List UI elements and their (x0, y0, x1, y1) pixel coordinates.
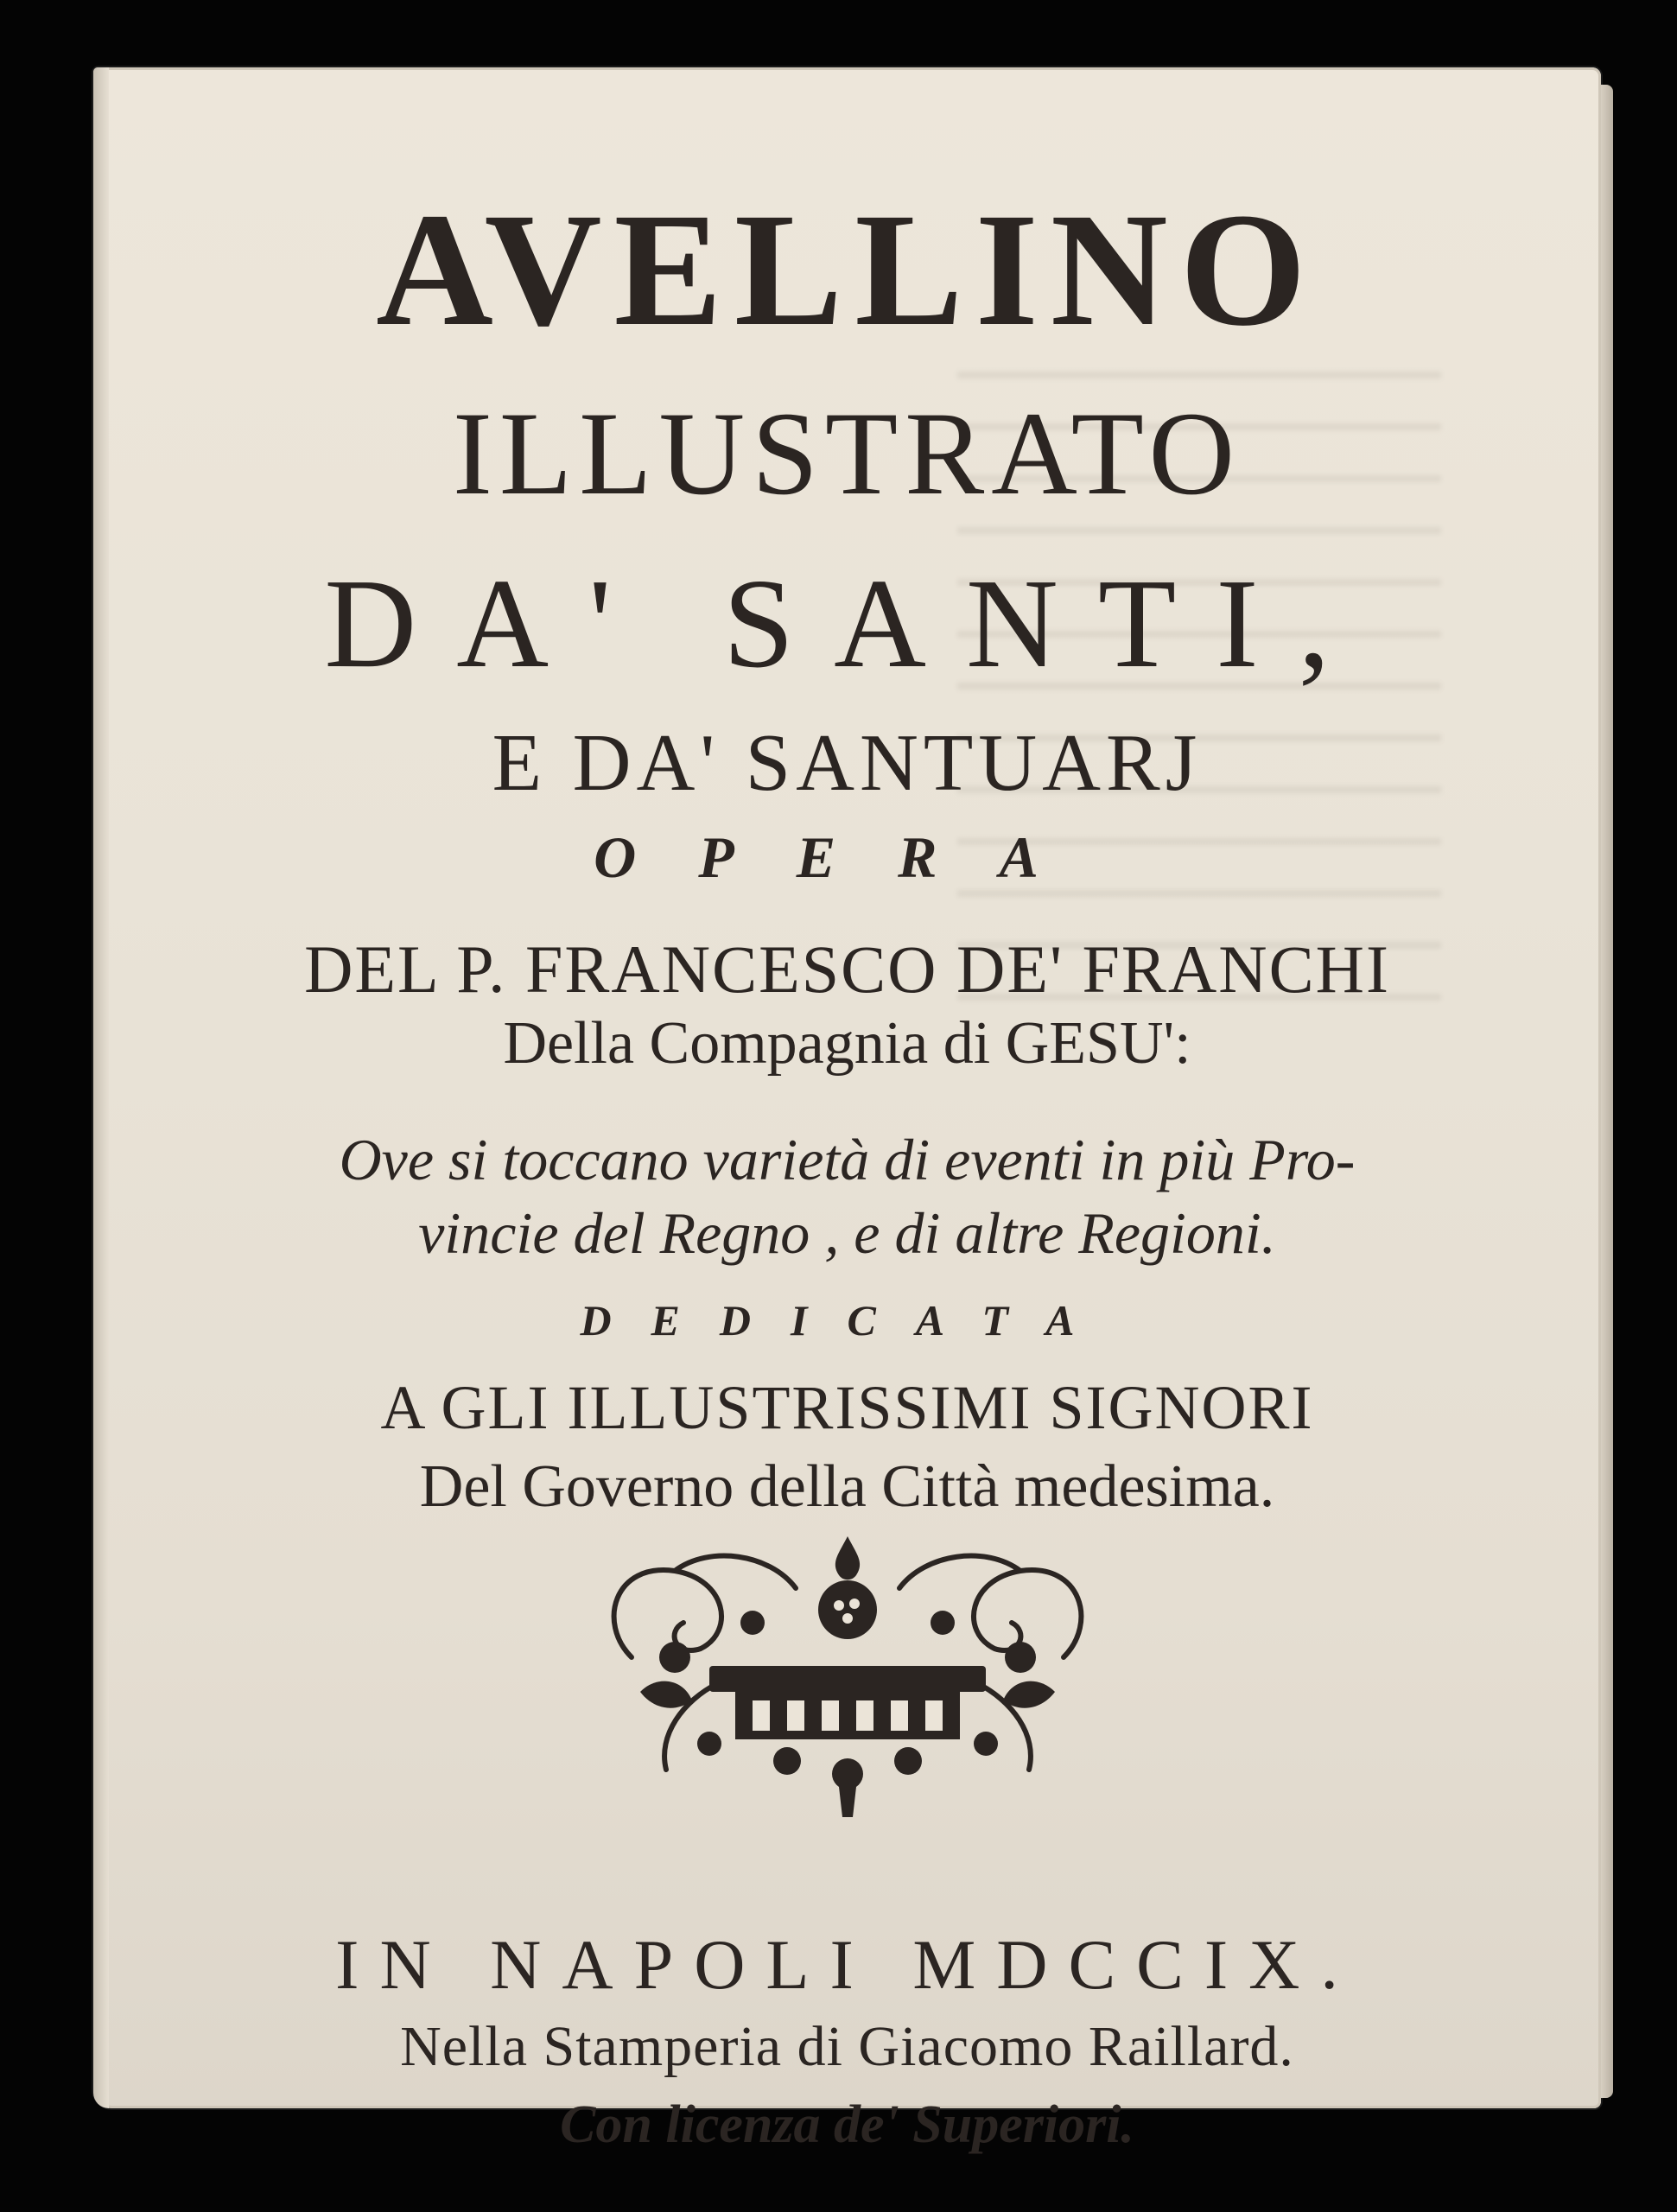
dedication-line-1: A GLI ILLUSTRISSIMI SIGNORI (380, 1373, 1314, 1442)
description-line-1: Ove si toccano varietà di eventi in più Pro- (339, 1127, 1356, 1192)
description-line-2: vincie del Regno , e di altre Regioni. (418, 1200, 1276, 1266)
author-line: DEL P. FRANCESCO DE' FRANCHI (304, 931, 1390, 1007)
title-line-4: E DA' SANTUARJ (492, 718, 1203, 808)
imprint-line-2: Nella Stamperia di Giacomo Raillard. (400, 2015, 1294, 2078)
imprint-line-1: IN NAPOLI MDCCIX. (335, 1925, 1359, 2004)
dedication-label: DEDICATA (580, 1296, 1115, 1344)
title-line-3: DA' SANTI, (324, 553, 1370, 695)
imprint-line-3: Con licenza de' Superiori. (560, 2095, 1134, 2154)
order-line: Della Compagnia di GESU': (503, 1010, 1191, 1077)
opera-label: OPERA (594, 824, 1101, 890)
title-line-1: AVELLINO (376, 179, 1318, 359)
dedication-line-2: Del Governo della Città medesima. (419, 1453, 1275, 1520)
title-line-2: ILLUSTRATO (452, 387, 1242, 519)
page-spine (93, 67, 109, 2108)
printers-ornament-icon (580, 1528, 1115, 1821)
page-edge (1601, 85, 1613, 2098)
title-page (93, 67, 1601, 2154)
